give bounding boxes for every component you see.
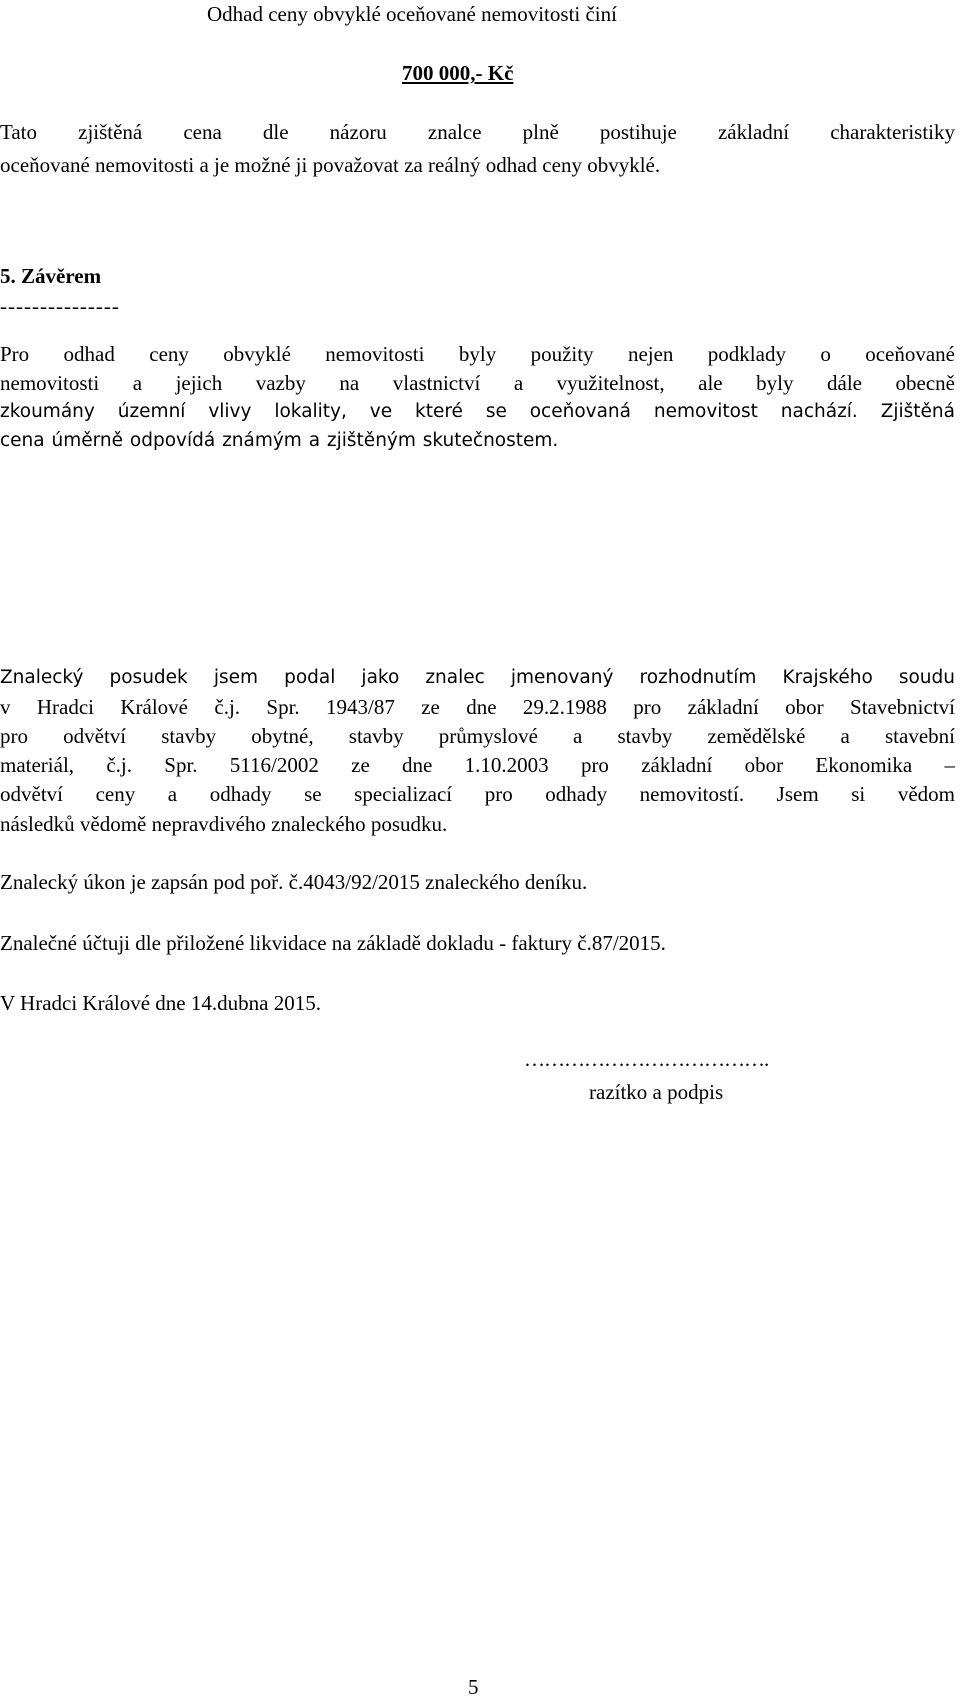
declaration-line: v Hradci Králové č.j. Spr. 1943/87 ze dne 29.2.1988 pro základní obor Stavebnictví [0,695,955,719]
price-statement-line: Tato zjištěná cena dle názoru znalce plně postihuje základní charakteristiky [0,120,955,144]
place-and-date: V Hradci Králové dne 14.dubna 2015. [0,991,321,1015]
section-separator: --------------- [0,294,120,318]
declaration-line: materiál, č.j. Spr. 5116/2002 ze dne 1.10.2003 pro základní obor Ekonomika – [0,753,955,777]
conclusion-line: Pro odhad ceny obvyklé nemovitosti byly použity nejen podklady o oceňované [0,342,955,366]
registration-note: Znalecký úkon je zapsán pod poř. č.4043/92/2015 znaleckého deníku. [0,870,588,894]
conclusion-line: zkoumány územní vlivy lokality, ve které se oceňovaná nemovitost nachází. Zjištěná [0,401,955,422]
declaration-line: odvětví ceny a odhady se specializací pro odhady nemovitostí. Jsem si vědom [0,782,955,806]
estimated-price: 700 000,- Kč [402,61,514,85]
billing-note: Znalečné účtuji dle přiložené likvidace na základě dokladu - faktury č.87/2015. [0,931,666,955]
price-statement-line: oceňované nemovitosti a je možné ji považovat za reálný odhad ceny obvyklé. [0,153,661,177]
conclusion-line: nemovitosti a jejich vazby na vlastnictví a využitelnost, ale byly dále obecně [0,371,955,395]
document-heading: Odhad ceny obvyklé oceňované nemovitosti činí [207,2,617,26]
page-number: 5 [468,1675,479,1699]
signature-line: ………………………………. [524,1047,769,1071]
declaration-line: Znalecký posudek jsem podal jako znalec jmenovaný rozhodnutím Krajského soudu [0,667,955,688]
declaration-line: pro odvětví stavby obytné, stavby průmyslové a stavby zemědělské a stavební [0,724,955,748]
signature-label: razítko a podpis [589,1080,724,1104]
declaration-line: následků vědomě nepravdivého znaleckého posudku. [0,812,448,836]
section-title: 5. Závěrem [0,264,102,288]
conclusion-line: cena úměrně odpovídá známým a zjištěným skutečnostem. [0,430,559,451]
